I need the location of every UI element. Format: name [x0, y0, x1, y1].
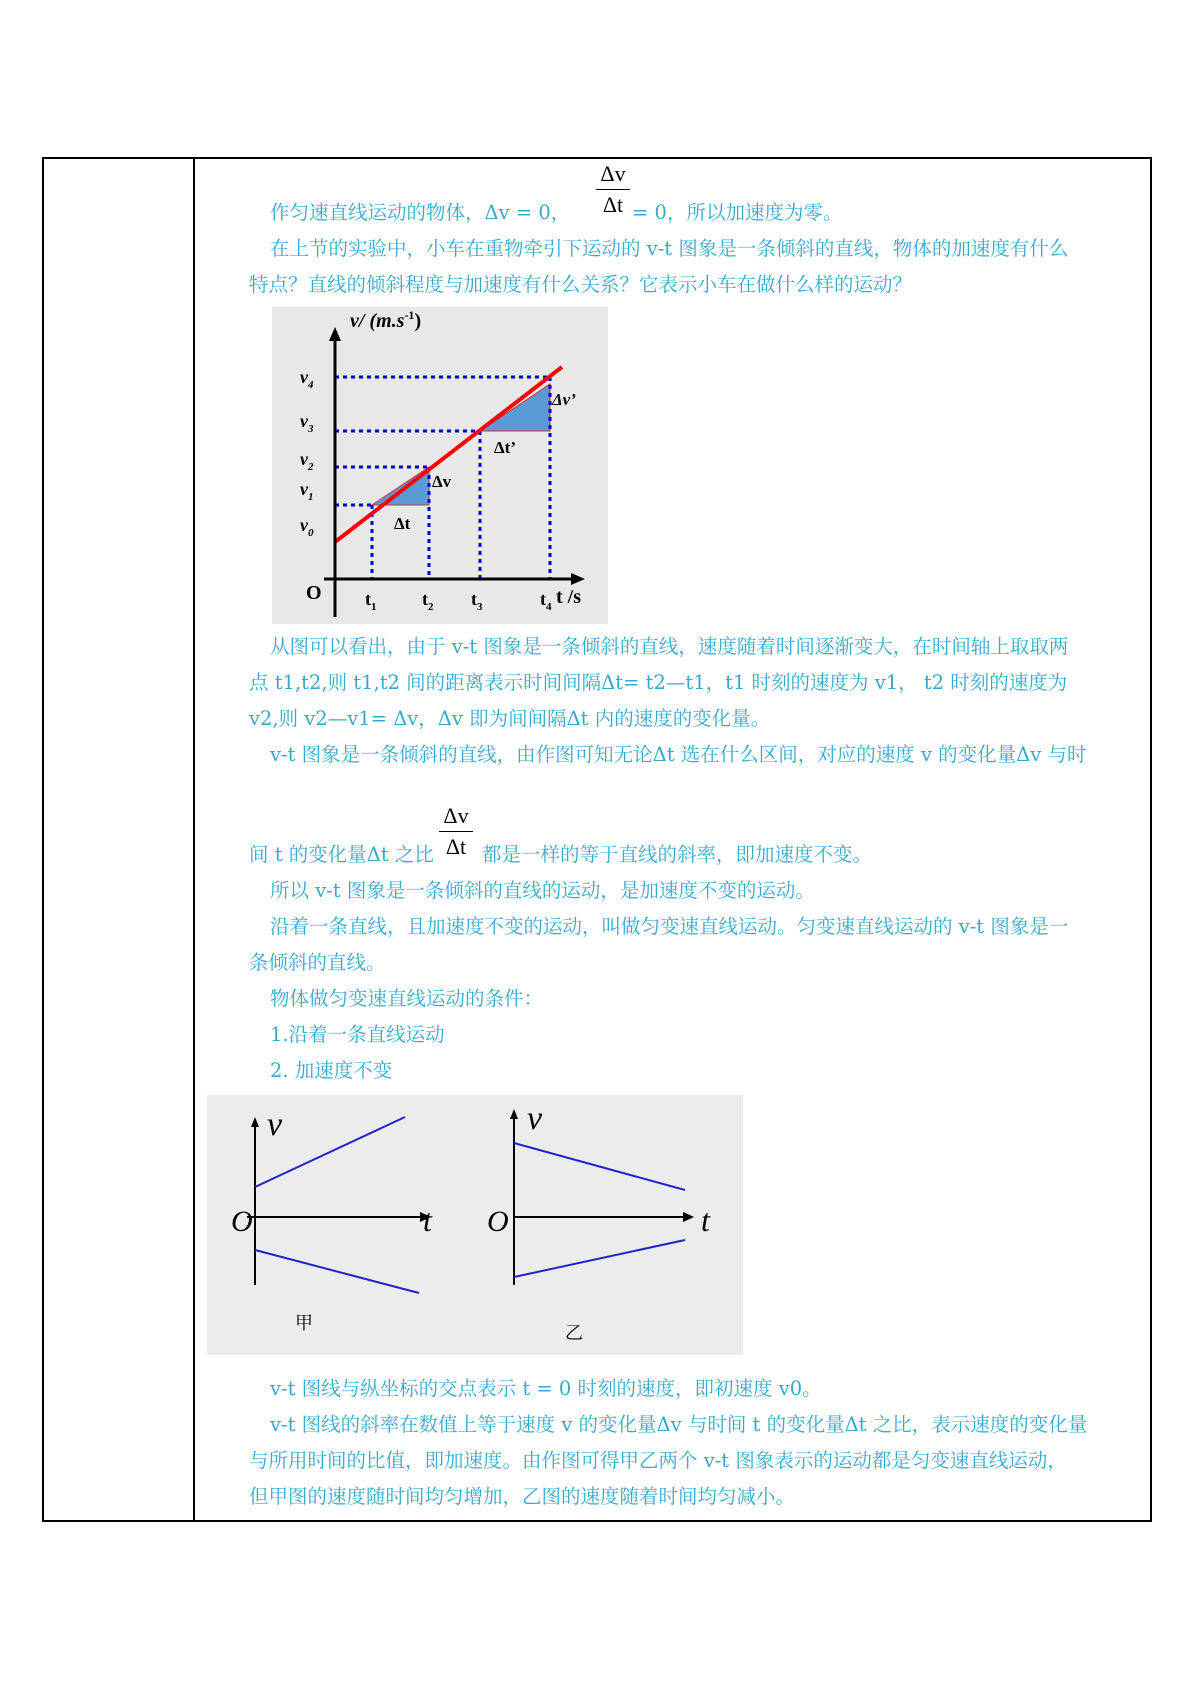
right-line-negative: [514, 1240, 685, 1277]
tick-t4: $t_4$: [540, 589, 552, 613]
content-cell: [44, 159, 1150, 1520]
tick-v0: $v_0$: [300, 515, 314, 539]
vt-graph-figure: [272, 307, 608, 624]
right-t-label: t: [701, 1202, 710, 1238]
label-delta-v: Δv: [432, 472, 452, 491]
paragraph-5: 所以 v-t 图象是一条倾斜的直线的运动，是加速度不变的运动。: [270, 879, 815, 902]
caption-jia: 甲: [295, 1313, 313, 1333]
paragraph-1-suffix: = 0，所以加速度为零。: [632, 201, 843, 224]
vt-comparison-figure: [207, 1095, 743, 1355]
x-axis-label: t /s: [556, 586, 581, 608]
paragraph-2-line-1: 在上节的实验中，小车在重物牵引下运动的 v-t 图象是一条倾斜的直线，物体的加速度有什么: [270, 237, 1069, 260]
fraction-denominator: Δt: [445, 834, 467, 859]
paragraph-4-line-2-prefix: 间 t 的变化量Δt 之比: [249, 843, 434, 866]
paragraph-3-line-3: v2,则 v2—v1= Δv，Δv 即为间间隔Δt 内的速度的变化量。: [249, 707, 771, 730]
right-v-axis-arrow: [510, 1109, 518, 1119]
right-line-decreasing: [514, 1143, 685, 1190]
left-v-label: v: [267, 1106, 283, 1143]
paragraph-6-line-1: 沿着一条直线，且加速度不变的运动，叫做匀变速直线运动。匀变速直线运动的 v-t 图象是一: [270, 915, 1069, 938]
left-origin-label: O: [231, 1205, 253, 1238]
v-axis-arrow: [329, 327, 341, 341]
fraction-numerator: Δv: [596, 161, 630, 190]
paragraph-4-line-2-suffix: 都是一样的等于直线的斜率，即加速度不变。: [482, 843, 873, 866]
vt-comparison-svg: [207, 1095, 743, 1355]
right-origin-label: O: [487, 1205, 509, 1238]
paragraph-2-line-2: 特点？直线的倾斜程度与加速度有什么关系？它表示小车在做什么样的运动？: [249, 273, 913, 296]
paragraph-3-line-2: 点 t1,t2,则 t1,t2 间的距离表示时间间隔Δt= t2—t1，t1 时刻的速度为 v1， t2 时刻的速度为: [249, 671, 1068, 694]
fraction-denominator: Δt: [602, 192, 624, 217]
condition-2: 2. 加速度不变: [270, 1059, 393, 1082]
y-axis-label: v/ $(m.s^{-1})$: [350, 308, 422, 332]
fraction-dv-dt: [596, 161, 630, 218]
paragraph-4-line-1: v-t 图象是一条倾斜的直线，由作图可知无论Δt 选在什么区间，对应的速度 v 的变化量Δv 与时: [270, 743, 1087, 766]
origin-label: O: [306, 582, 322, 604]
condition-1: 1.沿着一条直线运动: [270, 1023, 445, 1046]
vt-graph-svg: [272, 307, 608, 624]
paragraph-7: 物体做匀变速直线运动的条件：: [270, 987, 544, 1010]
paragraph-3-line-1: 从图可以看出，由于 v-t 图象是一条倾斜的直线，速度随着时间逐渐变大，在时间轴上取取两: [270, 635, 1069, 658]
paragraph-9-line-1: v-t 图线的斜率在数值上等于速度 v 的变化量Δv 与时间 t 的变化量Δt 之比，表示速度的变化量: [270, 1413, 1088, 1436]
tick-v3: $v_3$: [300, 411, 314, 435]
tick-v4: $v_4$: [300, 367, 314, 391]
left-line-negative: [255, 1250, 419, 1293]
paragraph-6-line-2: 条倾斜的直线。: [249, 951, 386, 974]
tick-v2: $v_2$: [300, 449, 314, 473]
paragraph-9-line-3: 但甲图的速度随时间均匀增加，乙图的速度随着时间均匀减小。: [249, 1485, 796, 1508]
paragraph-8: v-t 图线与纵坐标的交点表示 t = 0 时刻的速度，即初速度 v0。: [270, 1377, 822, 1400]
triangle-delta-t: [372, 467, 429, 505]
paragraph-9-line-2: 与所用时间的比值，即加速度。由作图可得甲乙两个 v-t 图象表示的运动都是匀变速直线运动，: [249, 1449, 1067, 1472]
fraction-numerator: Δv: [439, 803, 473, 832]
paragraph-1-prefix: 作匀速直线运动的物体，Δv = 0，: [270, 201, 571, 224]
tick-t1: $t_1$: [365, 589, 377, 613]
right-v-label: v: [527, 1100, 543, 1137]
content-table: [42, 157, 1152, 1522]
label-delta-t: Δt: [394, 514, 411, 533]
fraction-dv-dt-2: [439, 803, 473, 860]
velocity-line: [335, 367, 562, 542]
t-axis-arrow: [571, 573, 585, 585]
tick-v1: $v_1$: [300, 479, 314, 503]
left-v-axis-arrow: [251, 1117, 259, 1127]
label-delta-v-prime: Δv’: [552, 390, 576, 409]
tick-t3: $t_3$: [471, 589, 483, 613]
left-t-label: t: [423, 1202, 432, 1238]
right-t-axis-arrow: [683, 1212, 694, 1222]
caption-yi: 乙: [565, 1323, 583, 1343]
tick-t2: $t_2$: [422, 589, 434, 613]
label-delta-t-prime: Δt’: [494, 438, 516, 457]
